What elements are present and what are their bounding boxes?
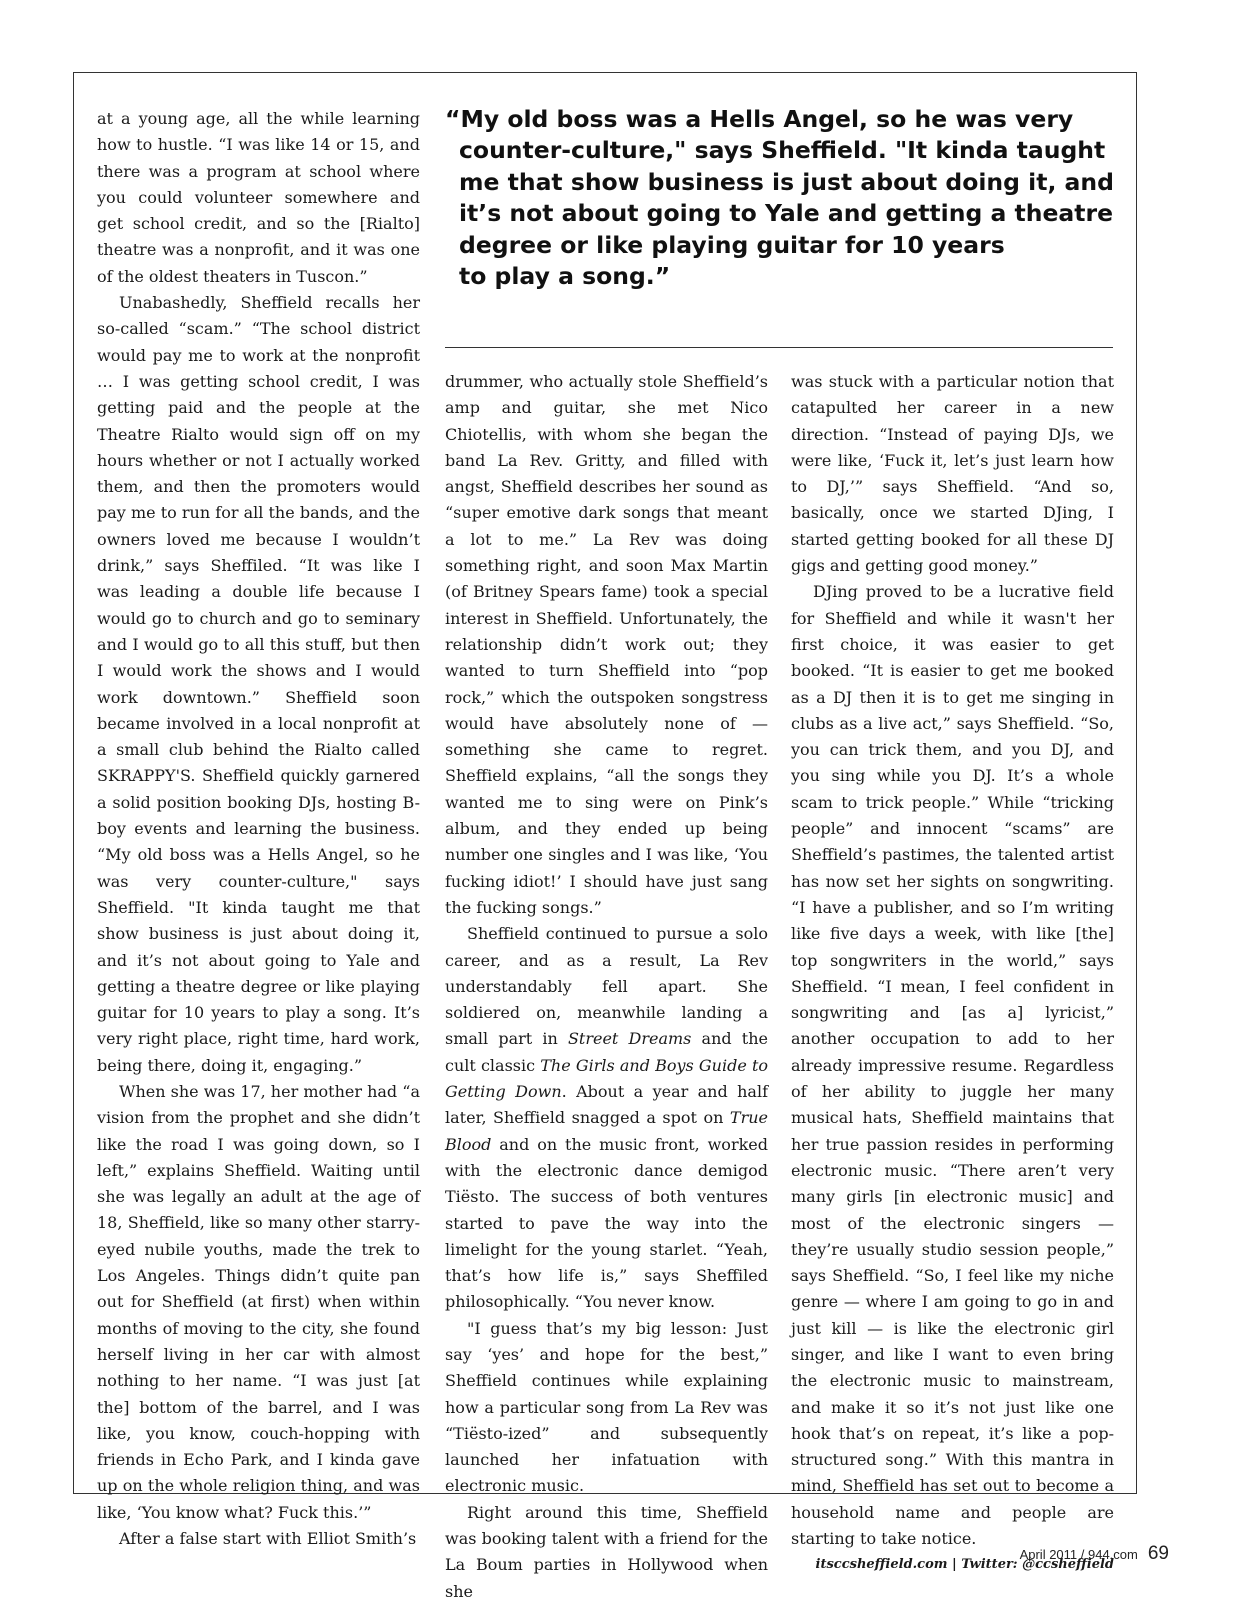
paragraph: was stuck with a particular notion that catapulted her career in a new direction. “Instead of paying DJs, we were like, ‘Fuck it, let’s just learn how to DJ,’” says Sheffield. “And so, basically, once we started DJing, I started getting booked for all these DJ gigs and getting good money.”	[791, 372, 1114, 576]
pull-quote-divider	[445, 347, 1113, 348]
pull-quote-line: degree or like playing guitar for 10 years	[459, 230, 1005, 259]
pull-quote-line: counter-culture," says Sheffield. "It kinda taught	[459, 136, 1106, 165]
paragraph	[445, 921, 768, 1315]
article-column-1	[97, 106, 420, 1552]
pull-quote-line: “My old boss was a Hells Angel, so he was very	[445, 105, 1074, 133]
text-run: and on the music front, worked with the electronic dance demigod Tiësto. The success of both ventures started to pave the way into the limelight for the young starlet. “Yeah, that’s how life is,” says Sheffiled philosophically. “You never know.	[445, 1134, 768, 1312]
pull-quote-line: it’s not about going to Yale and getting a theatre	[459, 199, 1114, 228]
pull-quote	[445, 104, 1115, 292]
article-column-2	[445, 369, 768, 1605]
paragraph: "I guess that’s my big lesson: Just say ‘yes’ and hope for the best,” Sheffield continues while explaining how a particular song from La Rev was “Tiësto-ized” and subsequently launched her infatuation with electronic music.	[445, 1318, 768, 1496]
paragraph: at a young age, all the while learning how to hustle. “I was like 14 or 15, and there was a program at school where you could volunteer somewhere and get school credit, and so the [Rialto] theatre was a nonprofit, and it was one of the oldest theaters in Tuscon.”	[97, 109, 420, 286]
paragraph: When she was 17, her mother had “a vision from the prophet and she didn’t like the road I was going down, so I left,” explains Sheffield. Waiting until she was legally an adult at the age of 18, Sheffield, like so many other starry-eyed nubile youths, made the trek to Los Angeles. Things didn’t quite pan out for Sheffield (at first) when within months of moving to the city, she found herself living in her car with almost nothing to her name. “I was just [at the] bottom of the barrel, and I was like, you know, couch-hopping with friends in Echo Park, and I kinda gave up on the whole religion thing, and was like, ‘You know what? Fuck this.’”	[97, 1081, 420, 1522]
text-run: . About a year and half later, Sheffield snagged a spot on	[445, 1082, 768, 1128]
text-run: and the cult classic	[445, 1029, 768, 1075]
paragraph: Right around this time, Sheffield was booking talent with a friend for the La Boum parties in Hollywood when she	[445, 1502, 768, 1601]
issue-label: April 2011 / 944.com	[1019, 1547, 1138, 1562]
page-number: 69	[1147, 1543, 1169, 1564]
paragraph: drummer, who actually stole Sheffield’s amp and guitar, she met Nico Chiotellis, with whom she began the band La Rev. Gritty, and filled with angst, Sheffield describes her sound as “super emotive dark songs that meant a lot to me.” La Rev was doing something right, and soon Max Martin (of Britney Spears fame) took a special interest in Sheffield. Unfortunately, the relationship didn’t work out; they wanted to turn Sheffield into “pop rock,” which the outspoken songstress would have absolutely none of — something she came to regret. Sheffield explains, “all the songs they wanted me to sing were on Pink’s album, and they ended up being number one singles and I was like, ‘You fucking idiot!’ I should have just sang the fucking songs.”	[445, 372, 768, 917]
paragraph: Unabashedly, Sheffield recalls her so-called “scam.” “The school district would pay me to work at the nonprofit … I was getting school credit, I was getting paid and the people at the Theatre Rialto would sign off on my hours whether or not I actually worked them, and then the promoters would pay me to run for all the bands, and the owners loved me because I wouldn’t drink,” says Sheffiled. “It was like I was leading a double life because I would go to church and go to seminary and I would go to all this stuff, but then I would work the shows and I would work downtown.” Sheffield soon became involved in a local nonprofit at a small club behind the Rialto called SKRAPPY'S. Sheffield quickly garnered a solid position booking DJs, hosting B-boy events and learning the business. “My old boss was a Hells Angel, so he was very counter-culture," says Sheffield. "It kinda taught me that show business is just about doing it, and it’s not about going to Yale and getting a theatre degree or like playing guitar for 10 years to play a song. It’s very right place, right time, hard work, being there, doing it, engaging.”	[97, 293, 420, 1075]
film-title: Street Dreams	[567, 1029, 692, 1049]
pull-quote-line: me that show business is just about doing it, and	[459, 167, 1114, 196]
pull-quote-line: to play a song.”	[459, 262, 671, 291]
text-run: Sheffield continued to pursue a solo career, and as a result, La Rev understandably fell apart. She soldiered on, meanwhile landing a small part in	[445, 924, 768, 1049]
page-footer	[1020, 1543, 1169, 1565]
article-column-3	[791, 369, 1114, 1579]
article-credit: itsccsheffield.com | Twitter: @ccsheffield	[815, 1557, 1114, 1573]
show-title: True Blood	[445, 1108, 768, 1154]
film-title: The Girls and Boys Guide to Getting Down	[445, 1055, 768, 1102]
paragraph: DJing proved to be a lucrative field for Sheffield and while it wasn't her first choice, it was easier to get booked. “It is easier to get me booked as a DJ then it is to get me singing in clubs as a live act,” says Sheffield. “So, you can trick them, and you DJ, and you sing while you DJ. It’s a whole scam to trick people.” While “tricking people” and innocent “scams” are Sheffield’s pastimes, the talented artist has now set her sights on songwriting. “I have a publisher, and so I’m writing like five days a week, with like [the] top songwriters in the world,” says Sheffield. “I mean, I feel confident in songwriting and [as a] lyricist,” another occupation to add to her already impressive resume. Regardless of her ability to juggle her many musical hats, Sheffield maintains that her true passion resides in performing electronic music. “There aren’t very many girls [in electronic music] and most of the electronic singers — they’re usually studio session people,” says Sheffield. “So, I feel like my niche genre — where I am going to go in and just kill — is like the electronic girl singer, and like I want to even bring the electronic music to mainstream, and make it so it’s not just like one hook that’s on repeat, it’s like a pop-structured song.” With this mantra in mind, Sheffield has set out to become a household name and people are starting to take notice.	[791, 582, 1114, 1549]
paragraph: After a false start with Elliot Smith’s	[119, 1529, 417, 1549]
